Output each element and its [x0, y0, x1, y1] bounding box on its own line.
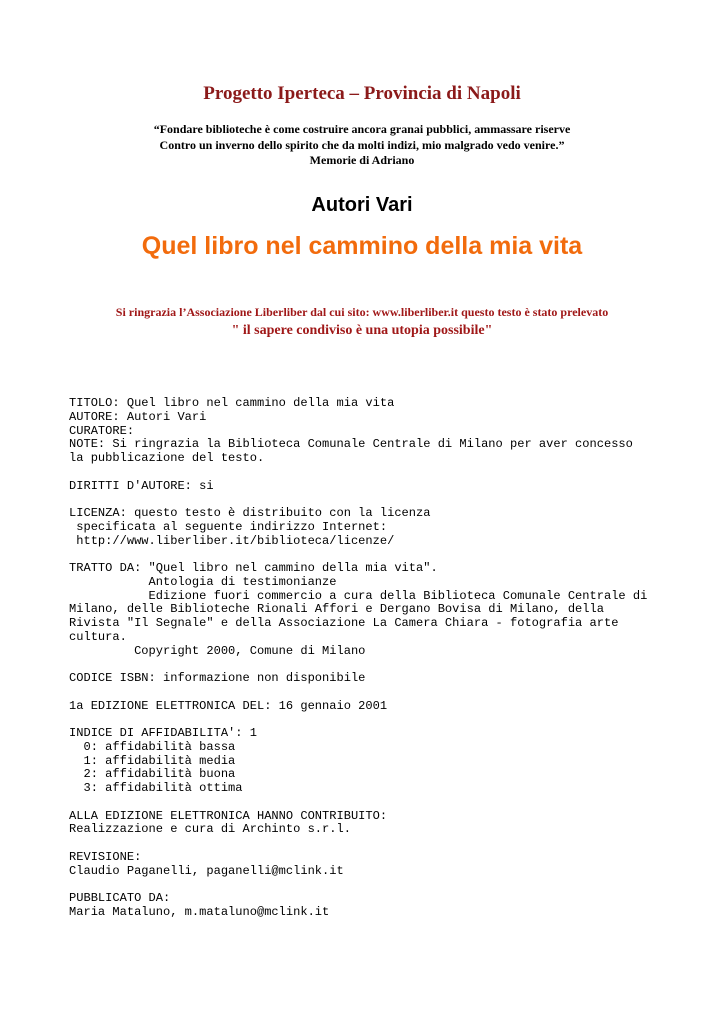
- spacer: [69, 466, 689, 480]
- indice-item: 1: affidabilità media: [69, 753, 236, 768]
- pubblicato-value: Maria Mataluno, m.mataluno@mclink.it: [69, 904, 330, 919]
- project-title: Progetto Iperteca – Provincia di Napoli: [203, 83, 521, 104]
- spacer: [69, 686, 689, 700]
- spacer: [69, 493, 689, 507]
- tratto-line: Edizione fuori commercio a cura della Biblioteca Comunale Centrale di: [69, 588, 648, 603]
- spacer: [69, 658, 689, 672]
- spacer: [69, 837, 689, 851]
- pubblicato-title: PUBBLICATO DA:: [69, 891, 171, 905]
- licenza-line: LICENZA: questo testo è distribuito con la licenza: [69, 506, 431, 520]
- revisione-title: REVISIONE:: [69, 849, 142, 864]
- tratto-line: Rivista "Il Segnale" e della Associazione La Camera Chiara - fotografia arte: [69, 616, 619, 630]
- licenza-line: specificata al seguente indirizzo Internet:: [69, 519, 388, 534]
- motto: " il sapere condiviso è una utopia possibile": [231, 323, 493, 338]
- indice-item: 0: affidabilità bassa: [69, 739, 236, 754]
- tratto-line: Antologia di testimonianze: [69, 574, 337, 589]
- indice-item: 2: affidabilità buona: [69, 767, 236, 782]
- indice-title: INDICE DI AFFIDABILITA': 1: [69, 726, 257, 740]
- acknowledgement: [0, 304, 724, 340]
- diritti-line: DIRITTI D'AUTORE: si: [69, 478, 214, 493]
- contributors-value: Realizzazione e cura di Archinto s.r.l.: [69, 822, 351, 837]
- quote-attribution: Memorie di Adriano: [309, 153, 415, 167]
- quote-line: Contro un inverno dello spirito che da molti indizi, mio malgrado vedo venire.”: [159, 137, 565, 152]
- book-author: Autori Vari: [311, 194, 413, 216]
- revisione-value: Claudio Paganelli, paganelli@mclink.it: [69, 863, 344, 878]
- spacer: [69, 796, 689, 810]
- spacer: [69, 713, 689, 727]
- quote-line: “Fondare biblioteche è come costruire ancora granai pubblici, ammassare riserve: [153, 122, 571, 136]
- curatore-line: CURATORE:: [69, 423, 135, 438]
- copyright-line: Copyright 2000, Comune di Milano: [69, 643, 366, 658]
- tratto-line: TRATTO DA: "Quel libro nel cammino della mia vita".: [69, 561, 438, 575]
- autore-line: AUTORE: Autori Vari: [69, 409, 207, 424]
- book-title: Quel libro nel cammino della mia vita: [141, 232, 583, 260]
- note-line: NOTE: Si ringrazia la Biblioteca Comunale Centrale di Milano per aver concesso: [69, 437, 633, 452]
- titolo-line: TITOLO: Quel libro nel cammino della mia vita: [69, 396, 395, 410]
- spacer: [69, 878, 689, 892]
- epigraph-quote: [0, 122, 724, 169]
- spacer: [69, 548, 689, 562]
- metadata-block: [69, 397, 689, 920]
- contributors-title: ALLA EDIZIONE ELETTRONICA HANNO CONTRIBUITO:: [69, 808, 388, 823]
- tratto-line: cultura.: [69, 629, 127, 644]
- isbn-line: CODICE ISBN: informazione non disponibile: [69, 671, 366, 685]
- tratto-line: Milano, delle Biblioteche Rionali Affori e Dergano Bovisa di Milano, della: [69, 602, 604, 617]
- indice-item: 3: affidabilità ottima: [69, 781, 243, 795]
- edizione-line: 1a EDIZIONE ELETTRONICA DEL: 16 gennaio 2001: [69, 698, 388, 713]
- licenza-url: http://www.liberliber.it/biblioteca/licenze/: [69, 533, 395, 548]
- acknowledgement-text: Si ringrazia l’Associazione Liberliber dal cui sito: www.liberliber.it questo testo è stato prelevato: [115, 305, 609, 319]
- note-line: la pubblicazione del testo.: [69, 451, 265, 465]
